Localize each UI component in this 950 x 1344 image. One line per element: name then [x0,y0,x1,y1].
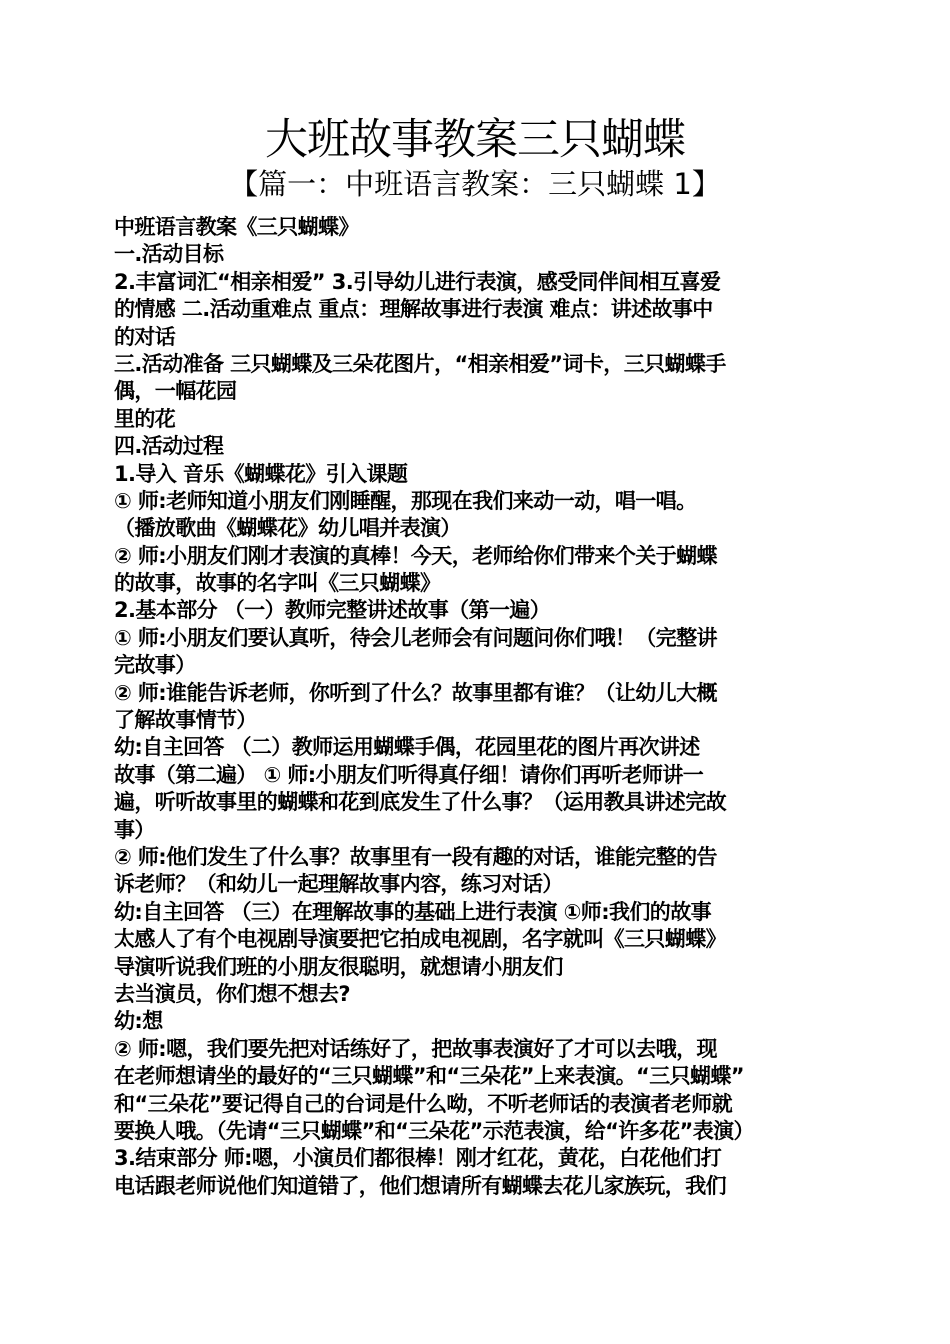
document-title: 大班故事教案三只蝴蝶 [265,115,685,165]
body-line: ② 师:谁能告诉老师，你听到了什么？故事里都有谁？（让幼儿大概 [114,680,717,705]
body-line: ② 师:嗯，我们要先把对话练好了，把故事表演好了才可以去哦，现 [114,1036,717,1061]
document-body [114,214,834,1200]
body-line: 2.丰富词汇“相亲相爱” 3.引导幼儿进行表演，感受同伴间相互喜爱 [114,269,721,294]
body-line: 导演听说我们班的小朋友很聪明，就想请小朋友们 [114,954,563,979]
body-line: 1.导入 音乐《蝴蝶花》引入课题 [114,461,408,486]
body-line: 四.活动过程 [114,434,224,459]
body-line: ① 师:老师知道小朋友们刚睡醒，那现在我们来动一动，唱一唱。 [114,488,697,513]
body-line: 遍，听听故事里的蝴蝶和花到底发生了什么事？（运用教具讲述完故 [114,790,726,815]
body-line: ① 师:小朋友们要认真听，待会儿老师会有问题问你们哦！（完整讲 [114,625,717,650]
body-line: ② 师:小朋友们刚才表演的真棒！今天，老师给你们带来个关于蝴蝶 [114,543,717,568]
body-line: 去当演员，你们想不想去? [114,981,350,1006]
body-line: 要换人哦。（先请“三只蝴蝶”和“三朵花”示范表演，给“许多花”表演） [114,1118,754,1143]
body-line: （播放歌曲《蝴蝶花》幼儿唱并表演） [114,516,461,541]
body-line: 一.活动目标 [114,242,224,267]
body-line: 幼:自主回答 （二）教师运用蝴蝶手偶，花园里花的图片再次讲述 [114,735,700,760]
body-line: 2.基本部分 （一）教师完整讲述故事（第一遍） [114,598,551,623]
body-line: 故事（第二遍） ① 师:小朋友们听得真仔细！请你们再听老师讲一 [114,762,704,787]
document-subtitle: 【篇一：中班语言教案：三只蝴蝶 1】 [229,167,721,201]
body-line: 诉老师？（和幼儿一起理解故事内容，练习对话） [114,872,563,897]
body-line: 电话跟老师说他们知道错了，他们想请所有蝴蝶去花儿家族玩，我们 [114,1173,726,1198]
body-line: 的故事，故事的名字叫《三只蝴蝶》 [114,571,441,596]
body-line: 三.活动准备 三只蝴蝶及三朵花图片，“相亲相爱”词卡，三只蝴蝶手 [114,351,726,376]
body-line: 幼:自主回答 （三）在理解故事的基础上进行表演 ①师:我们的故事 [114,899,711,924]
body-line: 3.结束部分 师:嗯，小演员们都很棒！刚才红花，黄花，白花他们打 [114,1146,722,1171]
body-line: 太感人了有个电视剧导演要把它拍成电视剧，名字就叫《三只蝴蝶》 [114,927,726,952]
body-line: 幼:想 [114,1009,163,1034]
body-line: 的情感 二.活动重难点 重点：理解故事进行表演 难点：讲述故事中 [114,297,713,322]
body-line: 在老师想请坐的最好的“三只蝴蝶”和“三朵花”上来表演。“三只蝴蝶” [114,1064,745,1089]
body-line: 的对话 [114,324,176,349]
body-line: 里的花 [114,406,176,431]
body-line: ② 师:他们发生了什么事？故事里有一段有趣的对话，谁能完整的告 [114,844,717,869]
body-line: 偶，一幅花园 [114,379,237,404]
body-line: 和“三朵花”要记得自己的台词是什么呦，不听老师话的表演者老师就 [114,1091,733,1116]
body-line: 了解故事情节） [114,708,257,733]
body-line: 事） [114,817,155,842]
body-line: 完故事） [114,653,196,678]
body-line: 中班语言教案《三只蝴蝶》 [114,215,359,239]
